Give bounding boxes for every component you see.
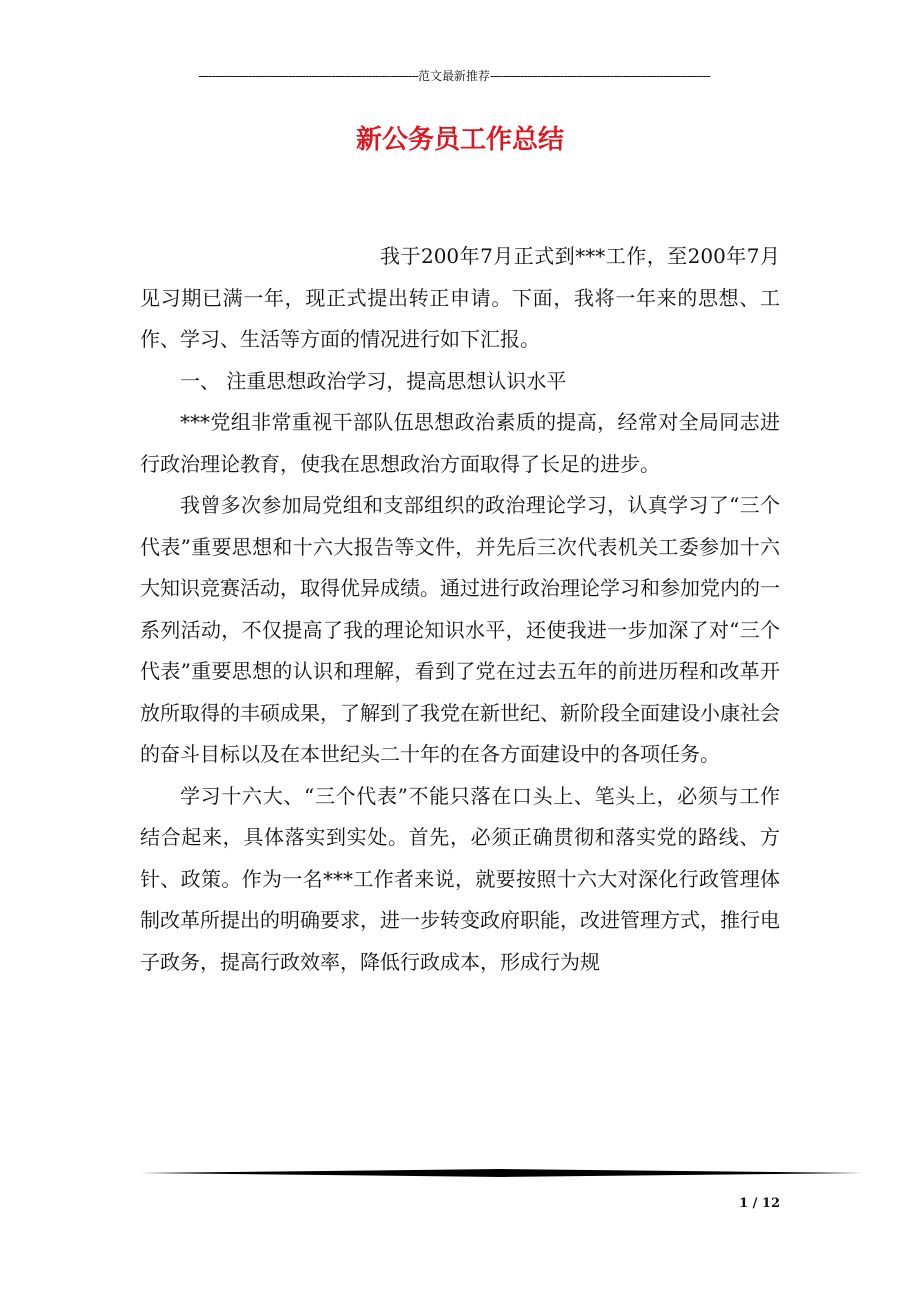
page-header <box>140 68 768 84</box>
page-number: 1 / 12 <box>739 1196 780 1211</box>
header-label: 范文最新推荐 <box>417 69 490 83</box>
header-right-dashes: ------------------------------------------------------------------ <box>490 69 710 83</box>
document-title: 新公务员工作总结 <box>355 125 564 155</box>
document-body <box>140 236 780 983</box>
footer-divider <box>140 1168 864 1178</box>
header-left-dashes: ------------------------------------------------------------------ <box>198 69 418 83</box>
paragraph: 学习十六大、“三个代表”不能只落在口头上、笔头上，必须与工作结合起来，具体落实到实处。首先，必须正确贯彻和落实党的路线、方针、政策。作为一名***工作者来说，就要按照十六大对深化行政管理体制改革所提出的明确要求，进一步转变政府职能，改进管理方式，推行电子政务，提高行政效率，降低行政成本，形成行为规 <box>140 783 780 974</box>
paragraph: ***党组非常重视干部队伍思想政治素质的提高，经常对全局同志进行政治理论教育，使我在思想政治方面取得了长足的进步。 <box>140 410 780 476</box>
paragraph: 我曾多次参加局党组和支部组织的政治理论学习，认真学习了“三个代表”重要思想和十六大报告等文件，并先后三次代表机关工委参加十六大知识竞赛活动，取得优异成绩。通过进行政治理论学习和参加党内的一系列活动，不仅提高了我的理论知识水平，还使我进一步加深了对“三个代表”重要思想的认识和理解，看到了党在过去五年的前进历程和改革开放所取得的丰硕成果，了解到了我党在新世纪、新阶段全面建设小康社会的奋斗目标以及在本世纪头二十年的在各方面建设中的各项任务。 <box>140 493 780 766</box>
paragraph-intro: 我于200年7月正式到***工作，至200年7月见习期已满一年，现正式提出转正申请。下面，我将一年来的思想、工作、学习、生活等方面的情况进行如下汇报。 <box>140 244 780 351</box>
section-heading: 一、 注重思想政治学习，提高思想认识水平 <box>180 368 567 393</box>
